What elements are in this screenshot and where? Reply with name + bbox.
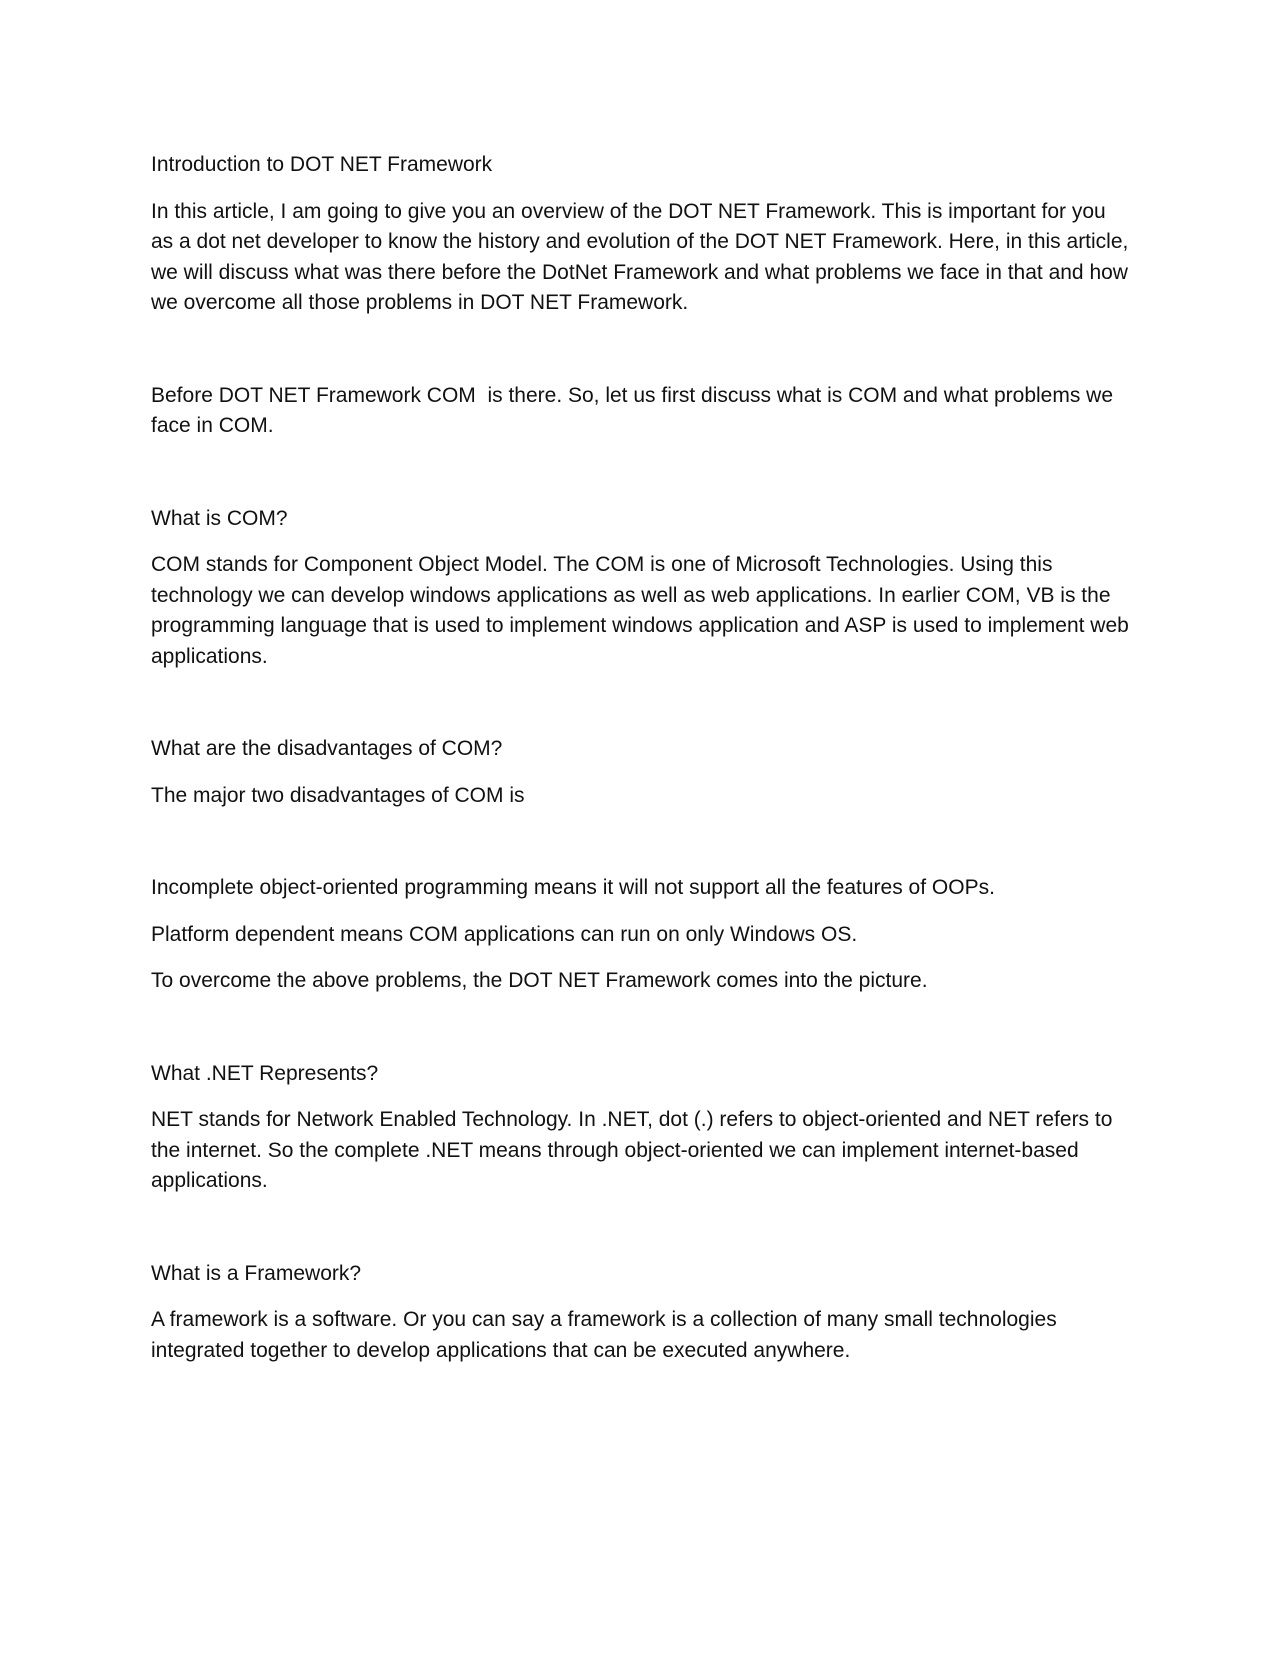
before-com-paragraph: Before DOT NET Framework COM is there. So, let us first discuss what is COM and what problems we face in COM. (151, 383, 1119, 437)
disadvantages-heading: What are the disadvantages of COM? (151, 737, 503, 760)
com-paragraph: COM stands for Component Object Model. The COM is one of Microsoft Technologies. Using this technology we can develop windows applications as well as web applications. In earlier COM, VB is the programming language that is used to implement windows application and ASP is used to implement web applications. (151, 553, 1129, 668)
framework-paragraph: A framework is a software. Or you can say a framework is a collection of many small technologies integrated together to develop applications that can be executed anywhere. (151, 1308, 1057, 1362)
spacer (151, 1213, 1131, 1259)
disadvantage-item: Platform dependent means COM applications can run on only Windows OS. (151, 922, 858, 946)
spacer (151, 458, 1131, 504)
disadvantage-item: Incomplete object-oriented programming means it will not support all the features of OOPs. (151, 876, 995, 899)
com-heading: What is COM? (151, 506, 288, 530)
spacer (151, 827, 1131, 873)
spacer (151, 1013, 1131, 1059)
document-page (151, 150, 1131, 1382)
net-paragraph: NET stands for Network Enabled Technology. In .NET, dot (.) refers to object-oriented and NET refers to the internet. So the complete .NET means through object-oriented we can implement internet-based applications. (151, 1108, 1113, 1192)
disadvantages-lead: The major two disadvantages of COM is (151, 783, 525, 807)
spacer (151, 688, 1131, 734)
framework-heading: What is a Framework? (151, 1261, 362, 1285)
intro-paragraph: In this article, I am going to give you an overview of the DOT NET Framework. This is important for you as a dot net developer to know the history and evolution of the DOT NET Framework. Here, in this article, we will discuss what was there before the DotNet Framework and what problems we face in that and how we overcome all those problems in DOT NET Framework. (151, 199, 1129, 314)
net-heading: What .NET Represents? (151, 1061, 379, 1085)
spacer (151, 335, 1131, 381)
disadvantages-conclusion: To overcome the above problems, the DOT NET Framework comes into the picture. (151, 969, 928, 992)
document-title: Introduction to DOT NET Framework (151, 153, 493, 176)
